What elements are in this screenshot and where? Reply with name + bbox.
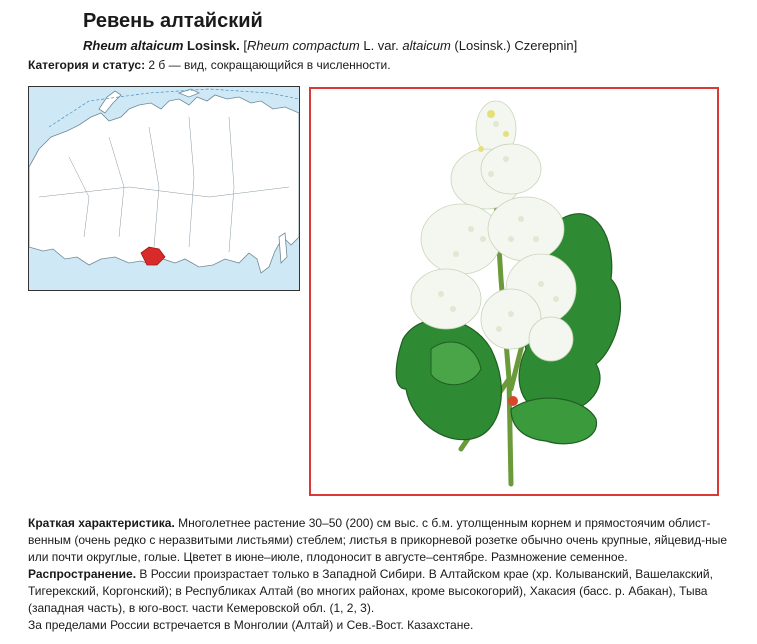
rheum-illustration-graphic xyxy=(311,89,717,494)
distribution-text: В России произрастает только в Западной Сибири. В Алтайском крае (хр. Колыванский, Вашелакский, Тигерекский, Коргонский); в Республиках Алтай (во многих районах, кроме высокогорий), Хакасия (басс. р. Абакан), Тыва (западная часть), в юго-вост. части Кемеровской обл. (1, 2, 3). xyxy=(28,567,713,615)
status-line xyxy=(28,58,391,72)
plant-inflorescence xyxy=(411,101,576,361)
distribution-label: Распространение. xyxy=(28,567,137,581)
abroad-paragraph: За пределами России встречается в Монголии (Алтай) и Сев.-Вост. Казахстане. xyxy=(28,618,474,632)
synonym-close: (Losinsk.) Czerepnin] xyxy=(450,38,578,53)
latin-species: Rheum altaicum xyxy=(83,38,184,53)
plant-stem-node xyxy=(508,396,518,406)
distribution-paragraph xyxy=(28,566,728,617)
latin-name xyxy=(83,38,577,53)
plant-illustration xyxy=(309,87,719,496)
characteristic-label: Краткая характеристика. xyxy=(28,516,175,530)
synonym-name: Rheum compactum xyxy=(247,38,360,53)
description-text xyxy=(28,515,728,634)
characteristic-paragraph xyxy=(28,515,728,566)
synonym-open: [ xyxy=(239,38,248,53)
status-label: Категория и статус: xyxy=(28,58,146,72)
latin-author: Losinsk. xyxy=(183,38,240,53)
distribution-map xyxy=(28,86,300,291)
species-title: Ревень алтайский xyxy=(83,10,263,32)
synonym-mid: L. var. xyxy=(359,38,403,53)
russia-map-graphic xyxy=(29,87,299,290)
characteristic-text: Многолетнее растение 30–50 (200) см выс. с б.м. утолщенным корнем и прямостоячим облист-венным (очень редко с неразвитыми листьями) стеблем; листья в прикорневой розетке обычно очень крупные, яйцевид-ные или почти округлые, голые. Цветет в июне–июле, плодоносит в августе–сентябре. Размножение семенное. xyxy=(28,516,727,564)
synonym-variety: altaicum xyxy=(402,38,451,53)
status-value: 2 б — вид, сокращающийся в численности. xyxy=(145,58,391,72)
